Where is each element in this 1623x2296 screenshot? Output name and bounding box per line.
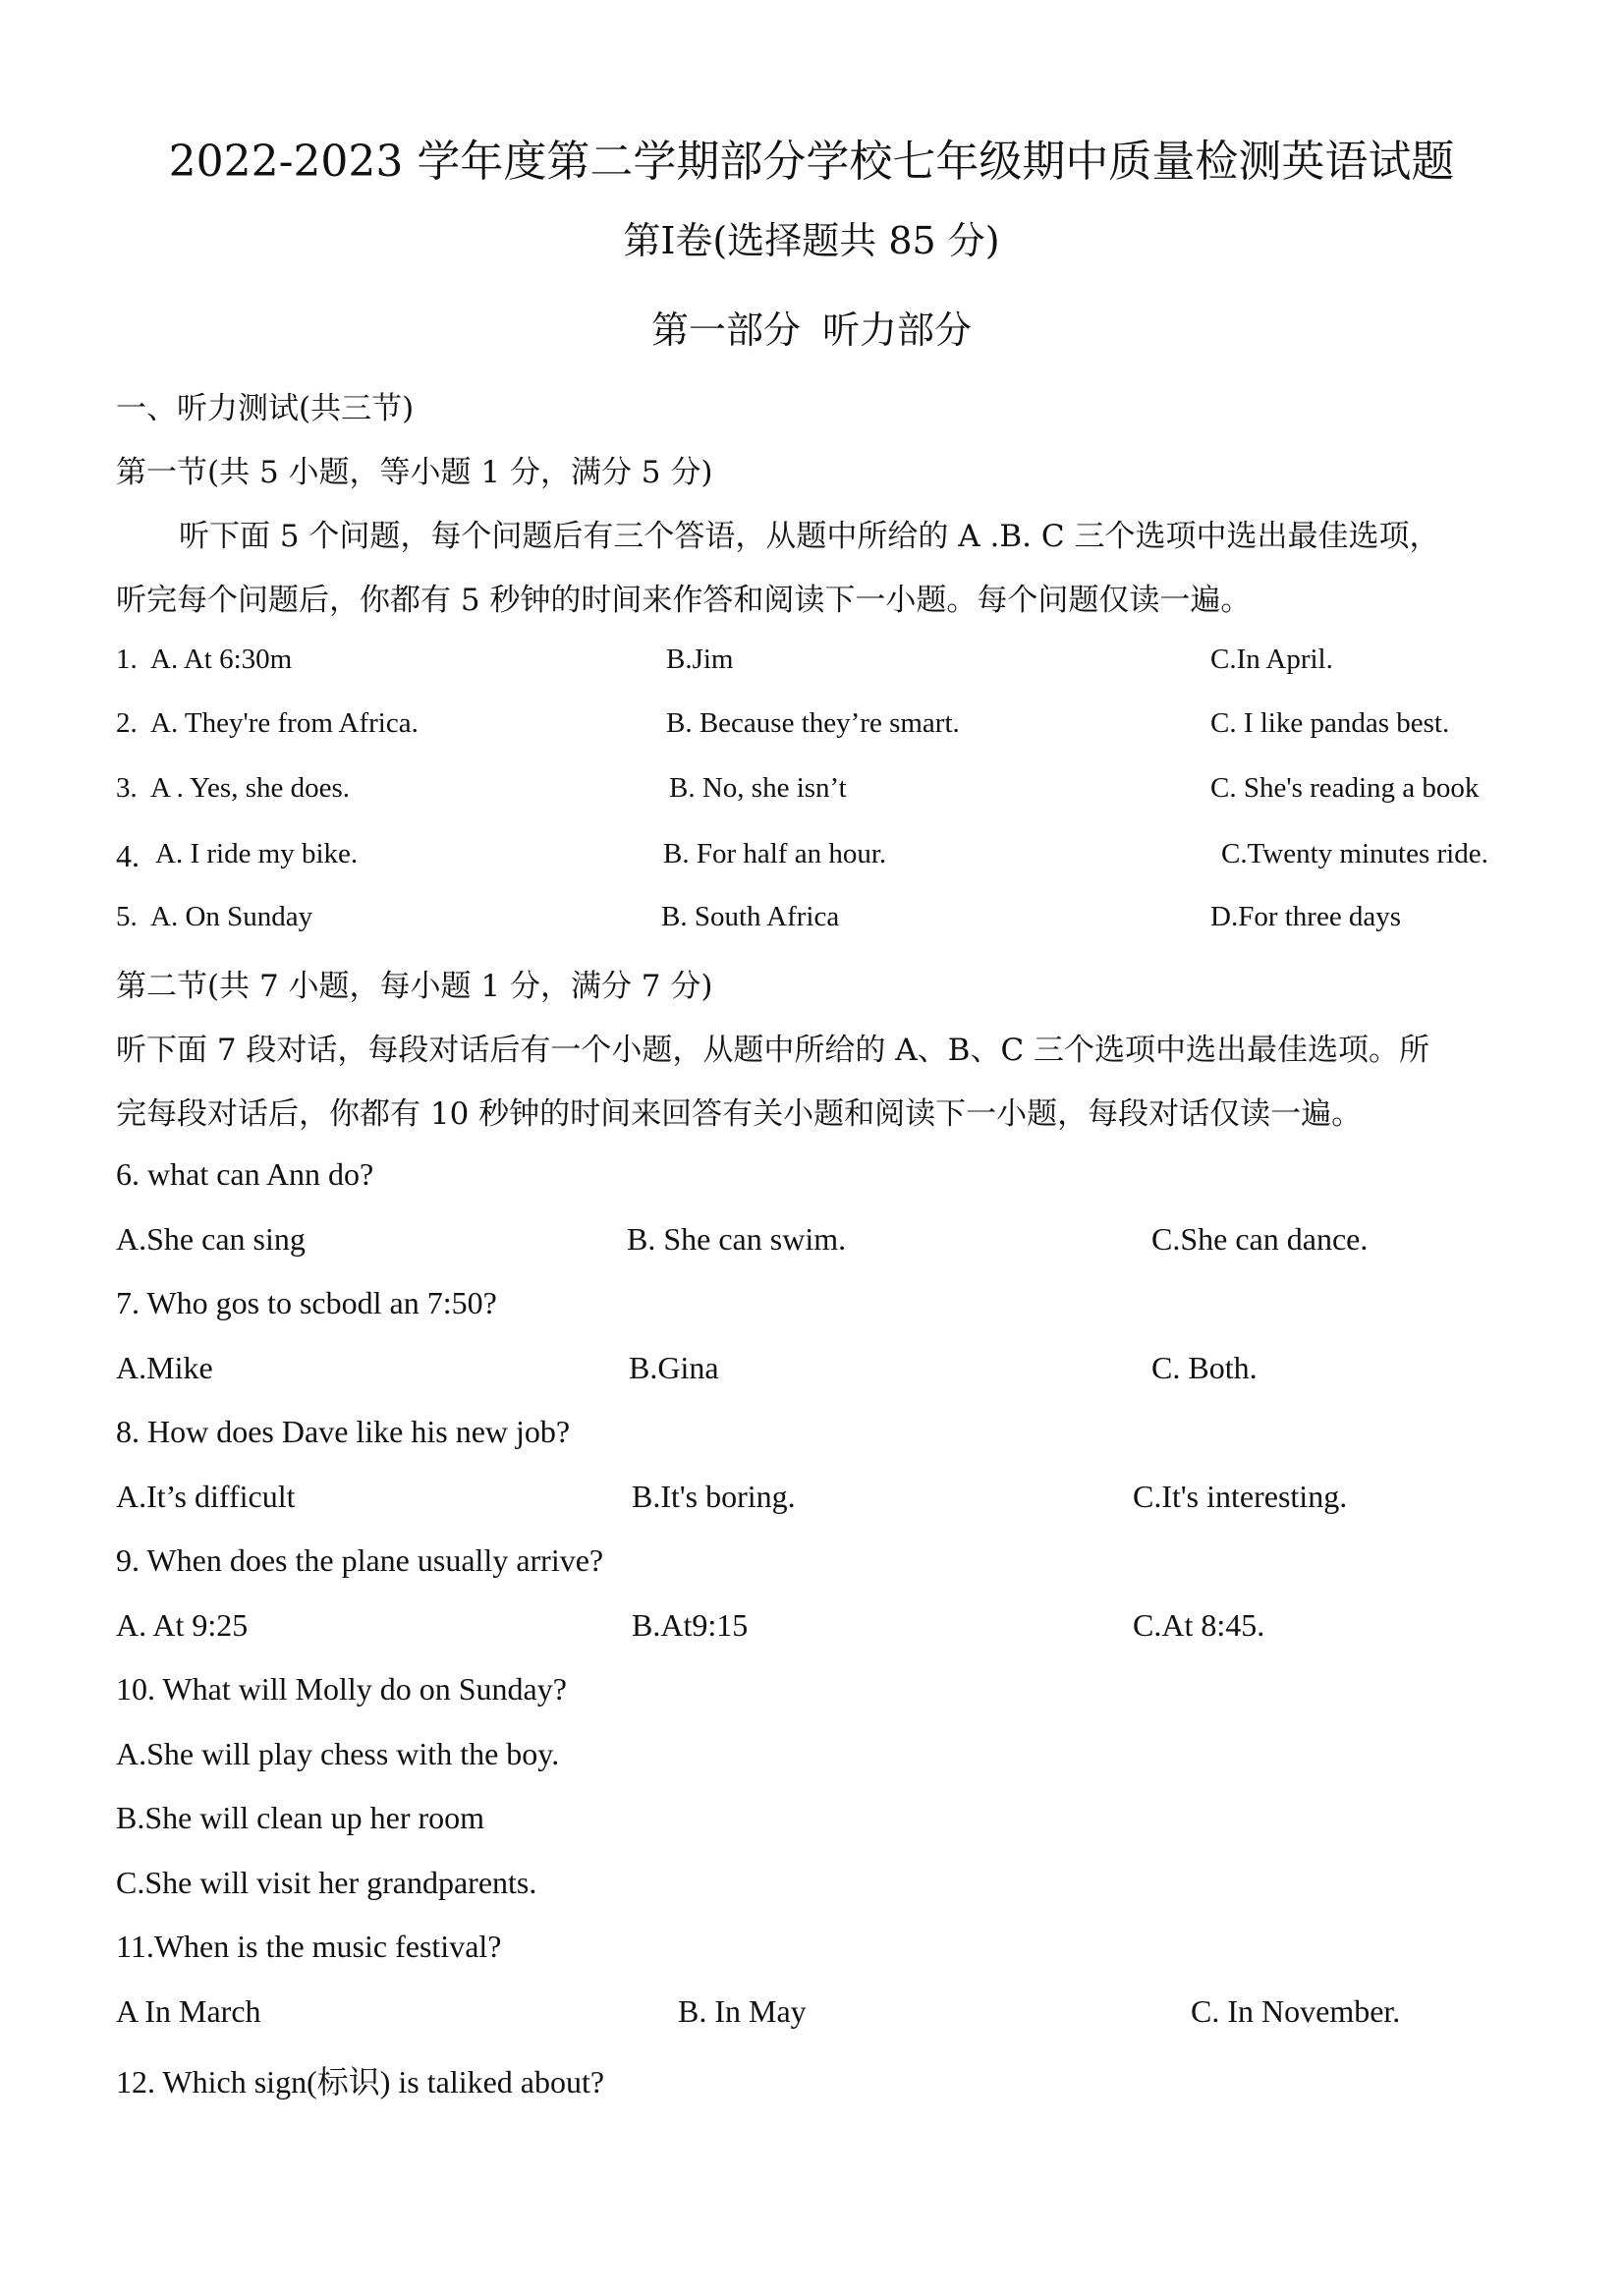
item-number: 4. xyxy=(116,838,140,873)
option-a: A . Yes, she does. xyxy=(150,772,351,804)
q11-option-a: A In March xyxy=(116,1993,261,2029)
option-c: C.Twenty minutes ride. xyxy=(1221,838,1488,869)
option-a: A. At 6:30m xyxy=(150,644,293,675)
part-heading: 第一部分 听力部分 xyxy=(650,308,973,352)
option-b: B. No, she isn’t xyxy=(669,772,847,804)
q10-option-b: B.She will clean up her room xyxy=(116,1800,485,1835)
q11-option-c: C. In November. xyxy=(1191,1993,1401,2029)
section1-instruction-1: 听下面 5 个问题，每个问题后有三个答语，从题中所给的 A .B. C 三个选项中选出最佳选项， xyxy=(179,519,1440,554)
question-12: 12. Which sign(标识) is taliked about? xyxy=(116,2064,605,2100)
section1-instruction-2: 听完每个问题后，你都有 5 秒钟的时间来作答和阅读下一小题。每个问题仅读一遍。 xyxy=(116,583,1252,618)
q6-option-b: B. She can swim. xyxy=(627,1221,847,1257)
item-number: 3. xyxy=(116,772,138,804)
section2-title: 第二节(共 7 小题，每小题 1 分，满分 7 分) xyxy=(116,969,713,1004)
q8-option-b: B.It's boring. xyxy=(632,1479,796,1514)
q9-option-a: A. At 9:25 xyxy=(116,1607,249,1643)
option-a: A. I ride my bike. xyxy=(155,838,359,869)
q11-option-b: B. In May xyxy=(678,1993,807,2029)
question-10: 10. What will Molly do on Sunday? xyxy=(116,1671,567,1707)
listening-heading: 一、听力测试(共三节) xyxy=(116,391,415,426)
q10-option-c: C.She will visit her grandparents. xyxy=(116,1865,537,1900)
item-number: 2. xyxy=(116,707,138,739)
question-11: 11.When is the music festival? xyxy=(116,1929,502,1964)
question-7: 7. Who gos to scbodl an 7:50? xyxy=(116,1285,497,1320)
option-b: B.Jim xyxy=(666,644,734,675)
q6-option-c: C.She can dance. xyxy=(1151,1221,1369,1257)
option-c: D.For three days xyxy=(1210,901,1402,932)
q9-option-b: B.At9:15 xyxy=(632,1607,749,1643)
option-c: C.In April. xyxy=(1210,644,1333,675)
exam-title: 2022-2023 学年度第二学期部分学校七年级期中质量检测英语试题 xyxy=(168,137,1455,187)
section2-instruction-2: 完每段对话后，你都有 10 秒钟的时间来回答有关小题和阅读下一小题，每段对话仅读一遍。 xyxy=(116,1096,1363,1132)
q7-option-b: B.Gina xyxy=(629,1350,719,1385)
q6-option-a: A.She can sing xyxy=(116,1221,306,1257)
option-c: C. She's reading a book xyxy=(1210,772,1480,804)
question-8: 8. How does Dave like his new job? xyxy=(116,1414,571,1449)
question-9: 9. When does the plane usually arrive? xyxy=(116,1542,604,1578)
option-b: B. For half an hour. xyxy=(663,838,887,869)
q7-option-c: C. Both. xyxy=(1151,1350,1258,1385)
option-a: A. They're from Africa. xyxy=(150,707,419,739)
section2-instruction-1: 听下面 7 段对话，每段对话后有一个小题，从题中所给的 A、B、C 三个选项中选出最佳选项。所 xyxy=(116,1033,1430,1068)
q7-option-a: A.Mike xyxy=(116,1350,213,1385)
option-a: A. On Sunday xyxy=(150,901,313,932)
item-number: 1. xyxy=(116,644,138,675)
q9-option-c: C.At 8:45. xyxy=(1133,1607,1265,1643)
option-c: C. I like pandas best. xyxy=(1210,707,1450,739)
q10-option-a: A.She will play chess with the boy. xyxy=(116,1736,560,1771)
q8-option-a: A.It’s difficult xyxy=(116,1479,296,1514)
q8-option-c: C.It's interesting. xyxy=(1133,1479,1348,1514)
question-6: 6. what can Ann do? xyxy=(116,1156,374,1192)
section1-title: 第一节(共 5 小题，等小题 1 分，满分 5 分) xyxy=(116,455,713,490)
option-b: B. Because they’re smart. xyxy=(666,707,960,739)
volume-heading: 第Ⅰ卷(选择题共 85 分) xyxy=(623,219,1000,262)
option-b: B. South Africa xyxy=(661,901,840,932)
item-number: 5. xyxy=(116,901,138,932)
